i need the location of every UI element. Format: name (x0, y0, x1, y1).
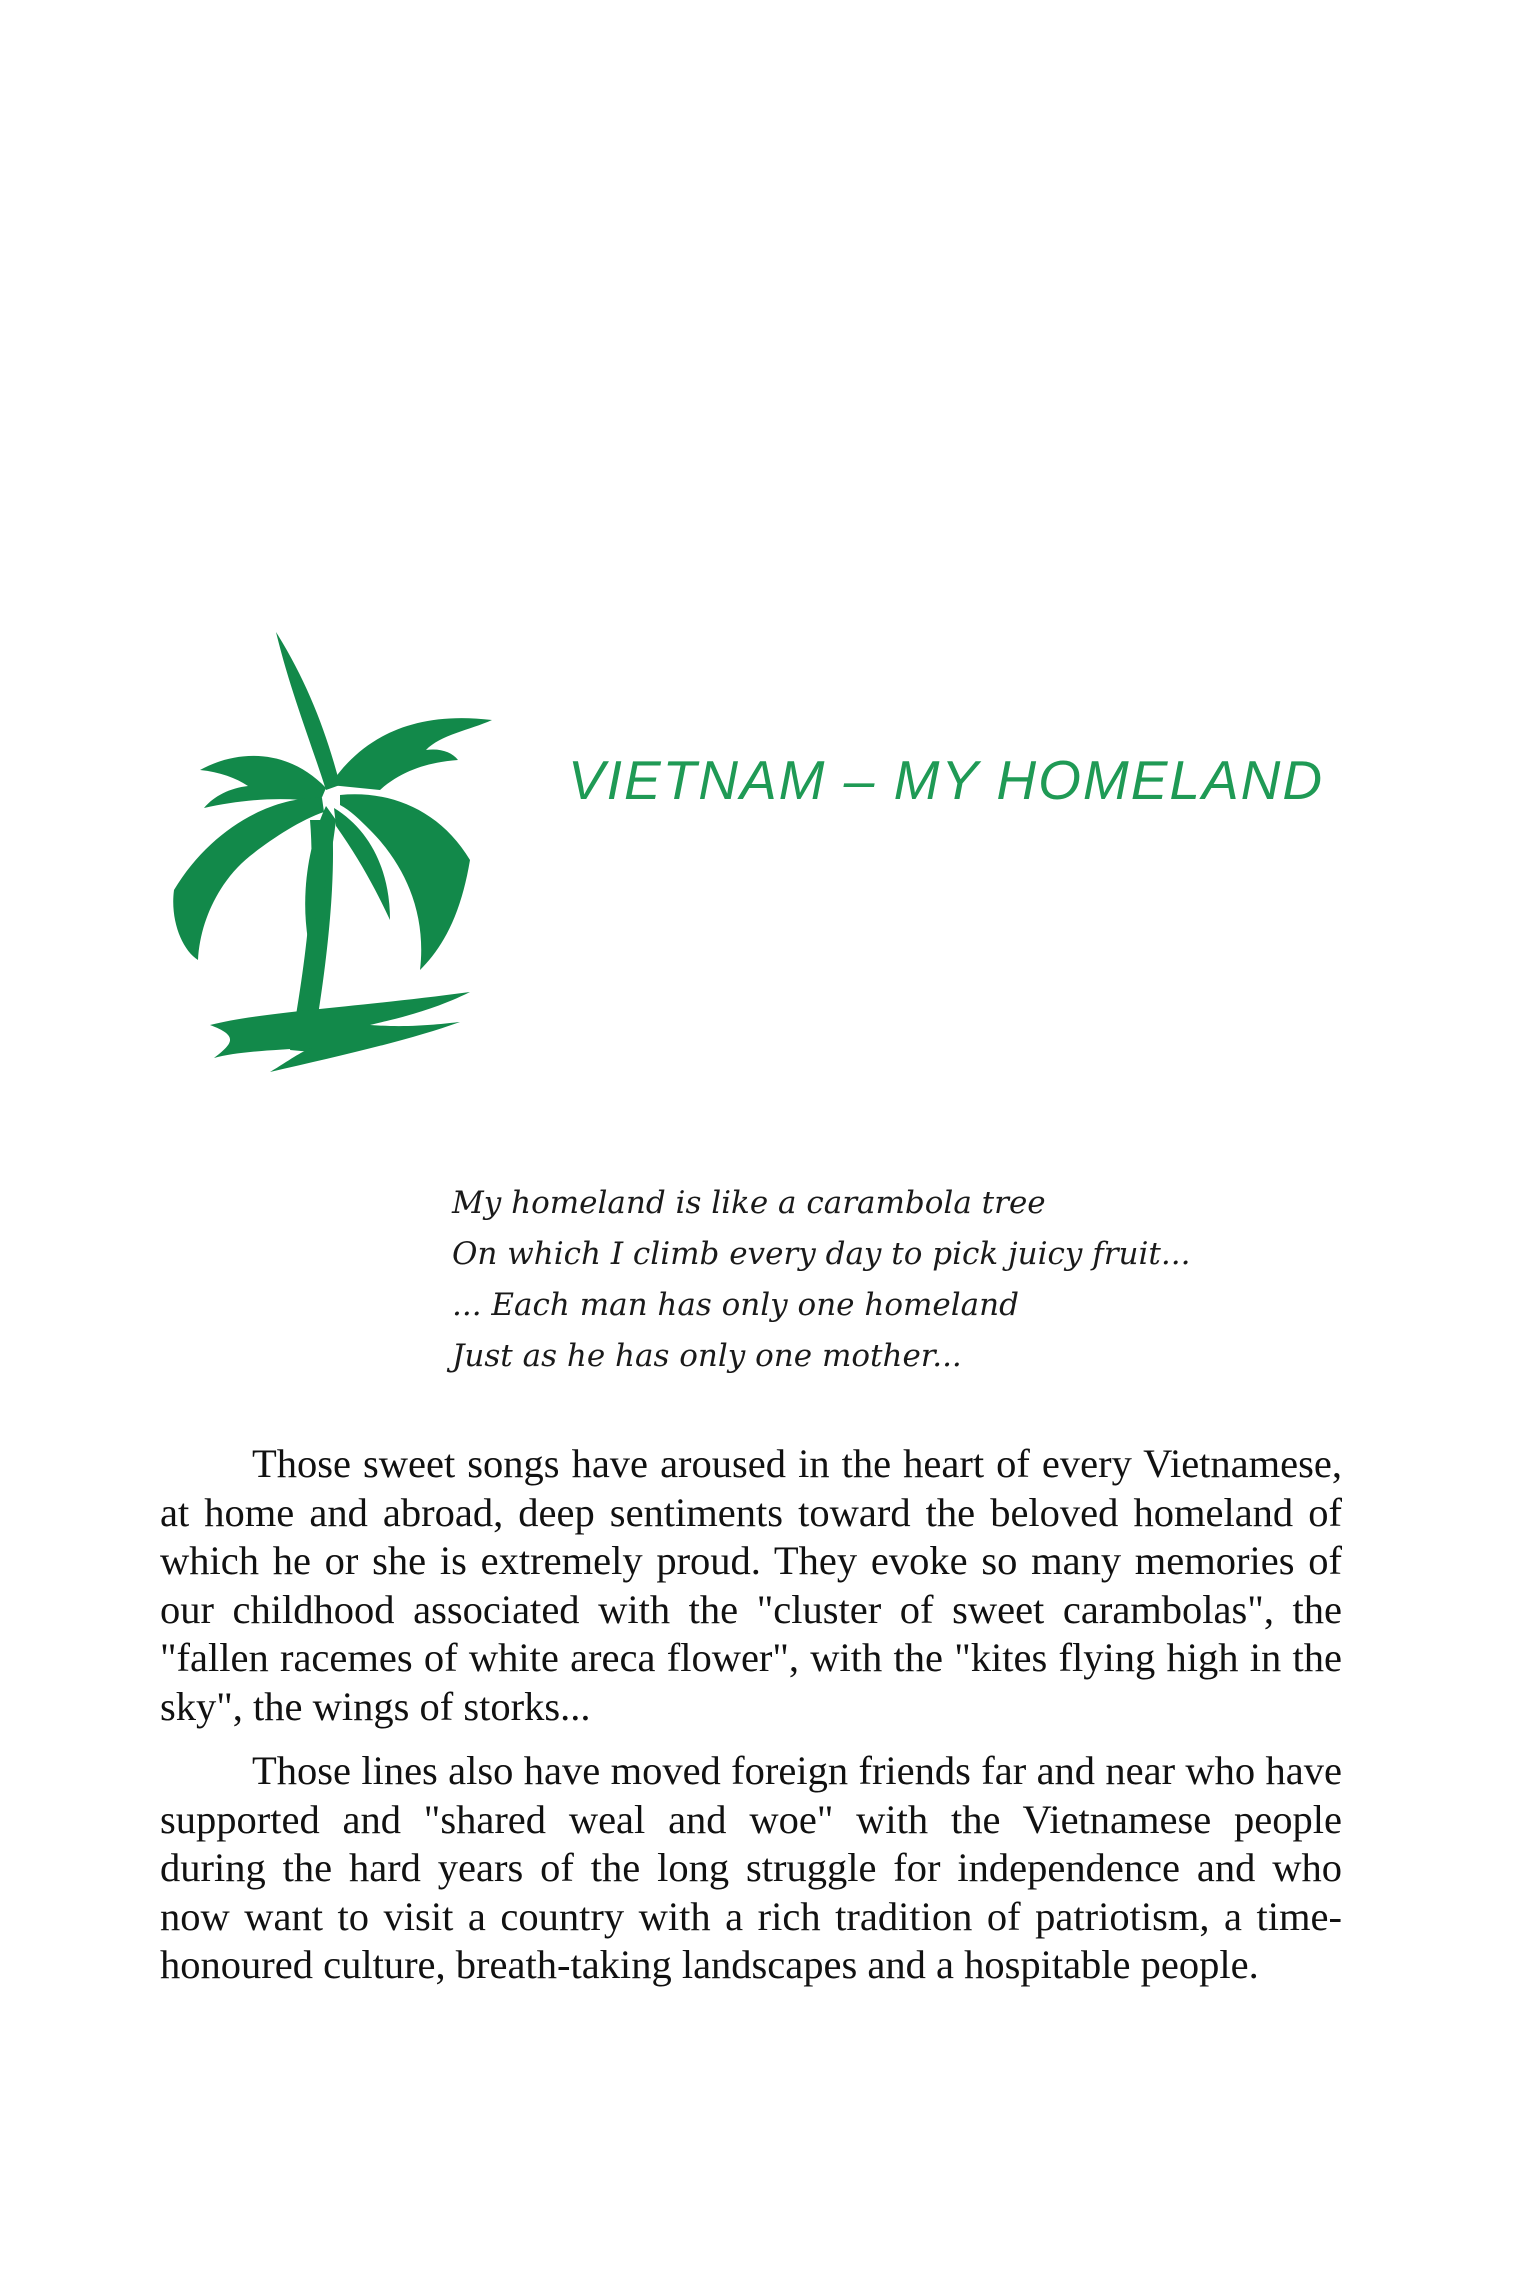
poem-line: My homeland is like a carambola tree (452, 1185, 1046, 1221)
body-text (160, 1440, 1342, 2006)
palm-tree-icon (140, 620, 510, 1090)
paragraph: Those lines also have moved foreign friends far and near who have supported and "shared weal and woe" with the Vietnamese people during the hard years of the long struggle for independence and who now want to visit a country with a rich tradition of patriotism, a time-honoured culture, breath-taking landscapes and a hospitable people. (160, 1748, 1342, 1987)
poem-line: Just as he has only one mother... (452, 1338, 962, 1374)
paragraph: Those sweet songs have aroused in the heart of every Vietnamese, at home and abroad, deep sentiments toward the beloved homeland of which he or she is extremely proud. They evoke so many memories of our childhood associated with the "cluster of sweet carambolas", the "fallen racemes of white areca flower", with the "kites flying high in the sky", the wings of storks... (160, 1441, 1342, 1729)
poem-line: ... Each man has only one homeland (452, 1287, 1019, 1323)
poem-line: On which I climb every day to pick juicy fruit... (452, 1236, 1191, 1272)
page-title: VIETNAM – MY HOMELAND (568, 749, 1325, 811)
poem (452, 1178, 1212, 1382)
